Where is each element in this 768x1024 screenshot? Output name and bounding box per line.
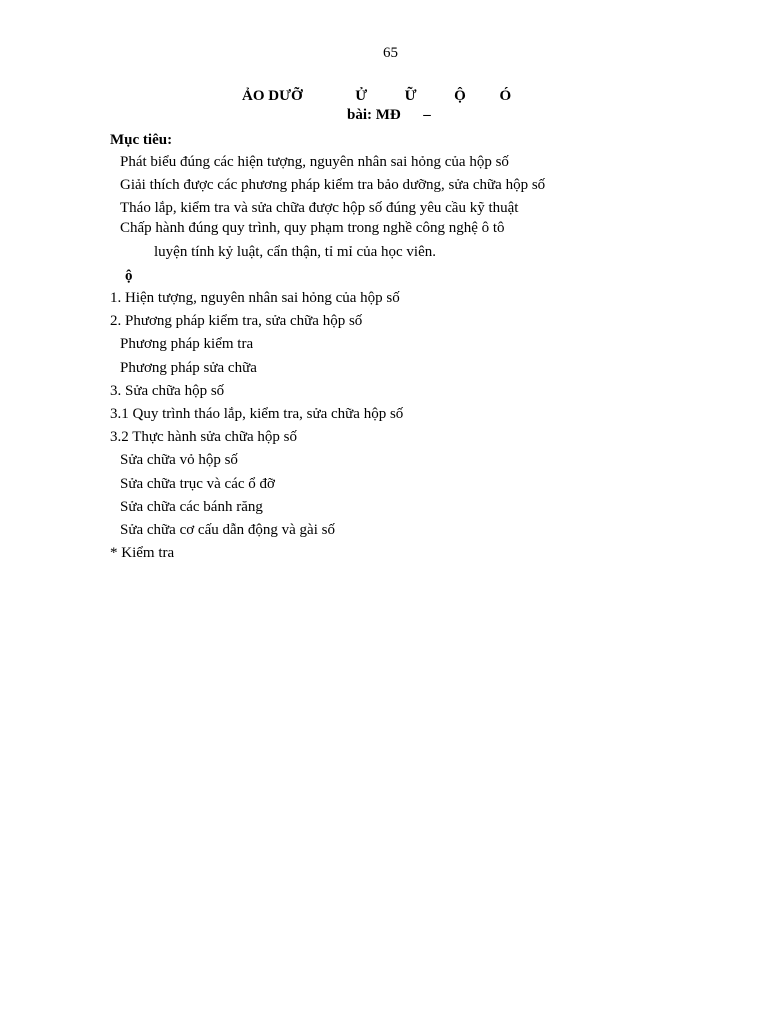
content-item: Sửa chữa vỏ hộp số <box>120 452 238 468</box>
objectives-heading: Mục tiêu: <box>110 132 173 148</box>
content-item: * Kiểm tra <box>110 545 175 561</box>
content-item: 3.2 Thực hành sửa chữa hộp số <box>110 429 297 445</box>
content-item: Sửa chữa cơ cấu dẫn động và gài số <box>120 522 335 538</box>
content-item: Sửa chữa trục và các ổ đỡ <box>120 476 275 492</box>
page-number: 65 <box>383 45 398 61</box>
content-item: 3. Sửa chữa hộp số <box>110 383 225 399</box>
objective-item: Giải thích được các phương pháp kiểm tra bảo dưỡng, sửa chữa hộp số <box>120 177 546 193</box>
content-item: Phương pháp sửa chữa <box>120 360 257 376</box>
objective-item: Tháo lắp, kiểm tra và sửa chữa được hộp số đúng yêu cầu kỹ thuật <box>120 200 519 216</box>
content-item: Sửa chữa các bánh răng <box>120 499 263 515</box>
content-item: 2. Phương pháp kiểm tra, sửa chữa hộp số <box>110 313 363 329</box>
content-item: Phương pháp kiểm tra <box>120 336 254 352</box>
objective-item: luyện tính kỷ luật, cẩn thận, tỉ mỉ của học viên. <box>154 244 437 260</box>
content-item: 1. Hiện tượng, nguyên nhân sai hỏng của hộp số <box>110 290 400 306</box>
objective-item: Chấp hành đúng quy trình, quy phạm trong nghề công nghệ ô tô <box>120 220 505 236</box>
content-heading: ộ <box>125 268 133 284</box>
objective-item: Phát biểu đúng các hiện tượng, nguyên nhân sai hỏng của hộp số <box>120 154 509 170</box>
page-subtitle: bài: MĐ – <box>347 107 431 123</box>
content-item: 3.1 Quy trình tháo lắp, kiểm tra, sửa chữa hộp số <box>110 406 404 422</box>
page-title: ẢO DƯỠ Ử Ữ Ộ Ó <box>242 88 512 104</box>
